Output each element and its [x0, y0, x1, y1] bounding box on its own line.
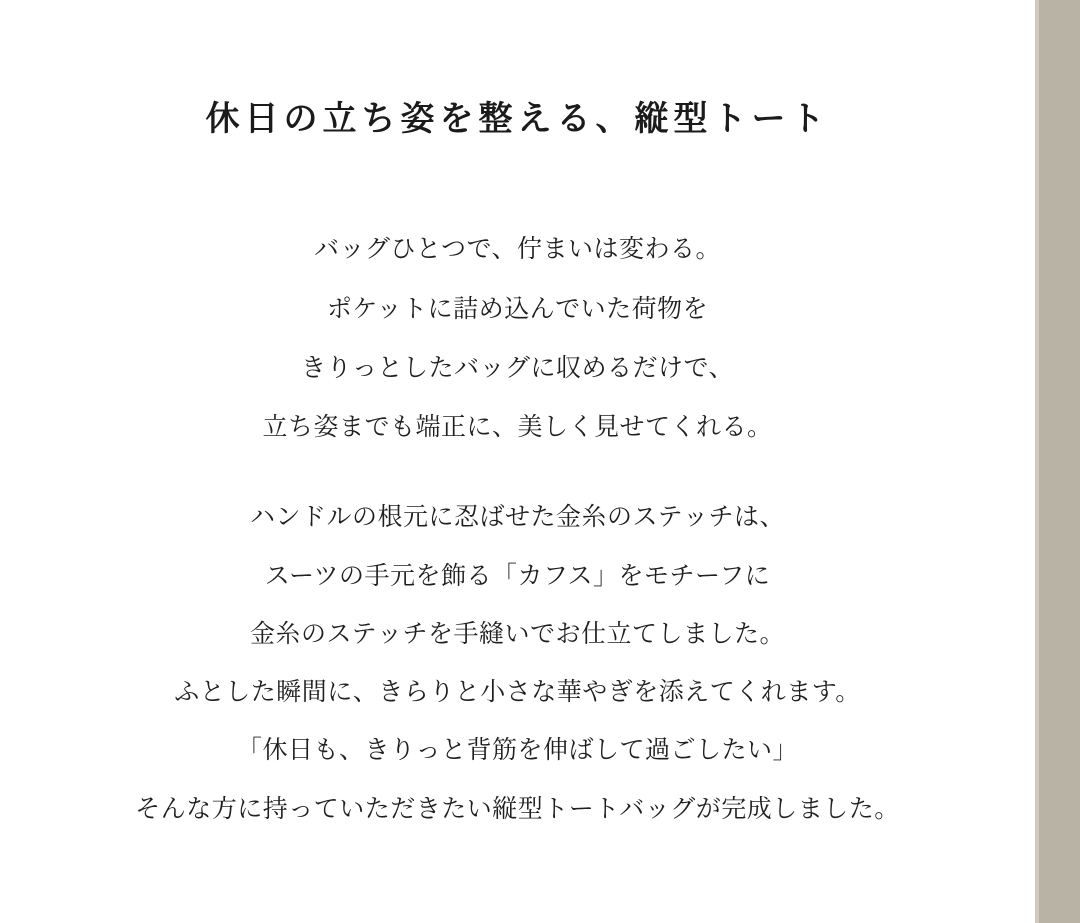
paragraph-intro [0, 236, 1035, 440]
paragraph-detail [0, 504, 1035, 822]
text-line: ふとした瞬間に、きらりと小さな華やぎを添えてくれます。 [174, 677, 861, 707]
text-line: 金糸のステッチを手縫いでお仕立てしました。 [249, 618, 785, 648]
page-title: 休日の立ち姿を整える、縦型トート [205, 101, 830, 138]
right-edge-strip [1035, 0, 1080, 923]
text-line: ハンドルの根元に忍ばせた金糸のステッチは、 [249, 502, 785, 532]
text-line: きりっとしたバッグに収めるだけで、 [300, 352, 734, 382]
text-line: 「休日も、きりっと背筋を伸ばして過ごしたい」 [236, 735, 798, 765]
text-line: ポケットに詰め込んでいた荷物を [326, 293, 709, 323]
text-line: バッグひとつで、佇まいは変わる。 [313, 234, 721, 264]
text-line: 立ち姿までも端正に、美しく見せてくれる。 [262, 412, 773, 442]
text-line: そんな方に持っていただきたい縦型トートバッグが完成しました。 [135, 793, 900, 823]
text-line: スーツの手元を飾る「カフス」をモチーフに [264, 560, 771, 590]
right-edge-highlight [1035, 0, 1039, 923]
